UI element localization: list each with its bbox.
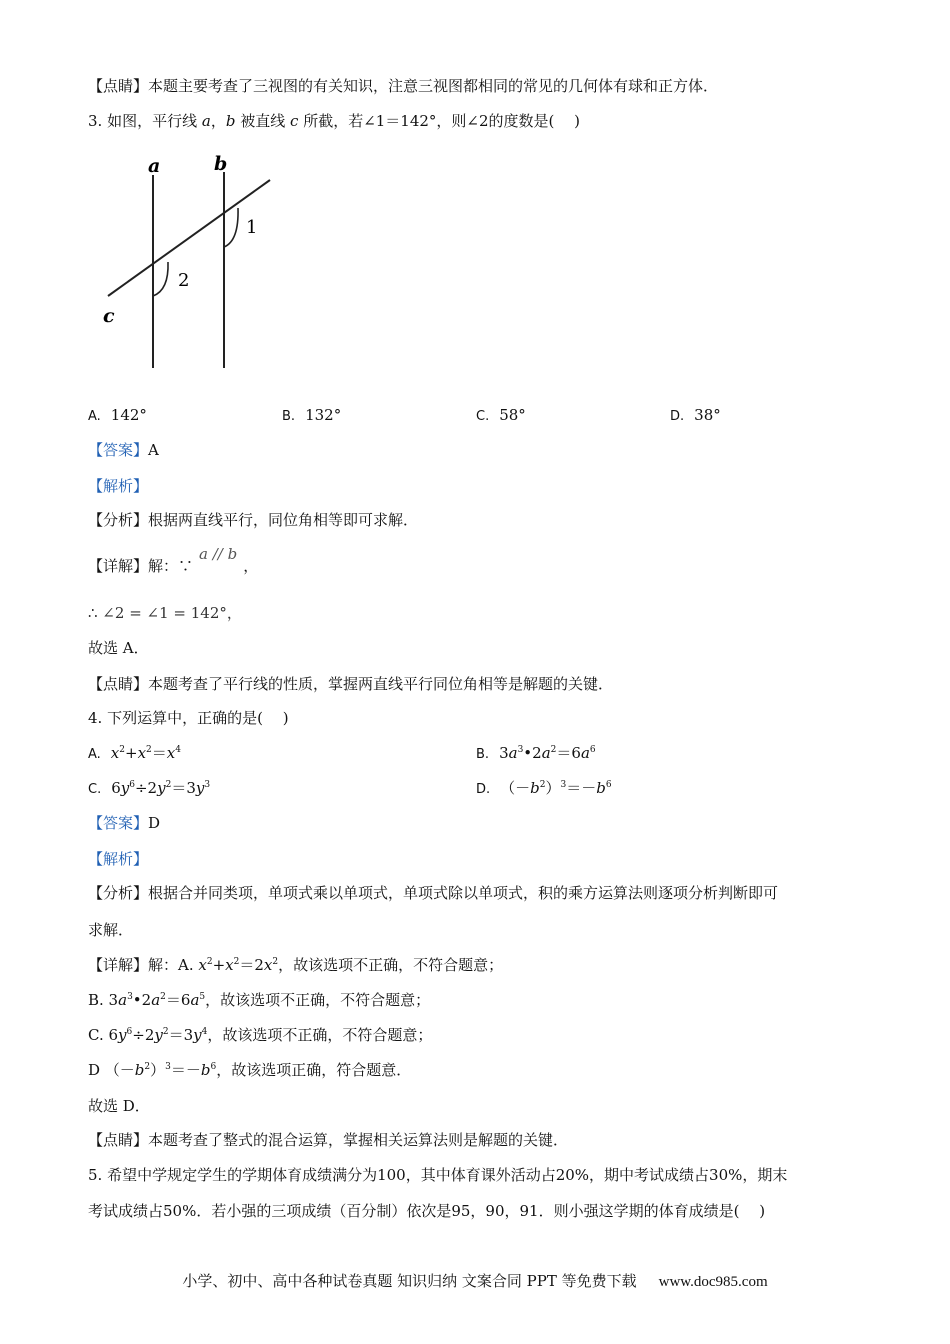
q3-option-c: C. 58° bbox=[476, 406, 526, 424]
q4-option-d: D. $(-b^2)^3=-b^6$ bbox=[476, 779, 612, 797]
q4-fenxi-line2: 求解． bbox=[88, 921, 134, 939]
q4-option-b: B. $3a^3•2a^2=6a^6$ bbox=[476, 744, 596, 762]
q4-analysis-heading: 【解析】 bbox=[88, 850, 149, 868]
q4-option-a: A. $x^2+x^2=x^4$ bbox=[88, 744, 181, 762]
q3-option-d: D. 38° bbox=[670, 406, 721, 424]
q4-detail-d: D $(-b^2)^3=-b^6$，故该选项正确，符合题意． bbox=[88, 1061, 412, 1079]
q3-fenxi: 【分析】根据两直线平行，同位角相等即可求解． bbox=[88, 511, 419, 529]
q3-choose: 故选 A． bbox=[88, 639, 149, 657]
q3-answer: 【答案】A bbox=[88, 441, 159, 459]
q3-option-b: B. 132° bbox=[282, 406, 342, 424]
q3-analysis-heading: 【解析】 bbox=[88, 477, 149, 495]
q3-stem: 3. 如图，平行线 a，b 被直线 c 所截，若∠1＝142°，则∠2的度数是( ) bbox=[88, 112, 581, 130]
q4-detail-c: C. $6y^6\div 2y^2=3y^4$，故该选项不正确，不符合题意； bbox=[88, 1026, 433, 1044]
angle-2-label: 2 bbox=[178, 270, 190, 291]
q4-detail-a: 【详解】解：A. $x^2+x^2=2x^2$，故该选项不正确，不符合题意； bbox=[88, 956, 504, 974]
q4-answer: 【答案】D bbox=[88, 814, 161, 832]
q4-choose: 故选 D． bbox=[88, 1097, 150, 1115]
q4-option-c: C. $6y^6\div 2y^2=3y^3$ bbox=[88, 779, 211, 797]
q3-therefore: ∴ ∠2 = ∠1 = 142°， bbox=[88, 604, 242, 622]
angle-1-label: 1 bbox=[246, 217, 258, 238]
q4-fenxi-line1: 【分析】根据合并同类项，单项式乘以单项式，单项式除以单项式，积的乘方运算法则逐项分析判断即可 bbox=[88, 884, 779, 902]
q3-dianjing: 【点睛】本题考查了平行线的性质，掌握两直线平行同位角相等是解题的关键． bbox=[88, 675, 614, 693]
line-a-label: a bbox=[148, 155, 161, 177]
q3-option-a: A. 142° bbox=[88, 406, 147, 424]
q4-stem: 4. 下列运算中，正确的是( ) bbox=[88, 709, 289, 727]
q4-detail-b: B. $3a^3•2a^2=6a^5$，故该选项不正确，不符合题意； bbox=[88, 991, 431, 1009]
line-c-label: c bbox=[103, 305, 115, 327]
q5-stem-line1: 5. 希望中学规定学生的学期体育成绩满分为100，其中体育课外活动占20%，期中考试成绩占30%，期末 bbox=[88, 1166, 788, 1184]
footer-text: 小学、初中、高中各种试卷真题 知识归纳 文案合同 PPT 等免费下载 bbox=[182, 1272, 637, 1290]
parallel-lines-figure bbox=[98, 150, 278, 372]
line-b-label: b bbox=[214, 153, 228, 175]
q3-detail: 【详解】解：∵a // b， bbox=[88, 545, 259, 575]
footer-url[interactable]: www.doc985.com bbox=[658, 1274, 768, 1290]
dianjing-q2: 【点睛】本题主要考查了三视图的有关知识，注意三视图都相同的常见的几何体有球和正方体． bbox=[88, 77, 719, 95]
q4-dianjing: 【点睛】本题考查了整式的混合运算，掌握相关运算法则是解题的关键． bbox=[88, 1131, 569, 1149]
page-footer bbox=[0, 1270, 950, 1291]
q5-stem-line2: 考试成绩占50%．若小强的三项成绩（百分制）依次是95，90，91．则小强这学期的体育成绩是( ) bbox=[88, 1202, 766, 1220]
